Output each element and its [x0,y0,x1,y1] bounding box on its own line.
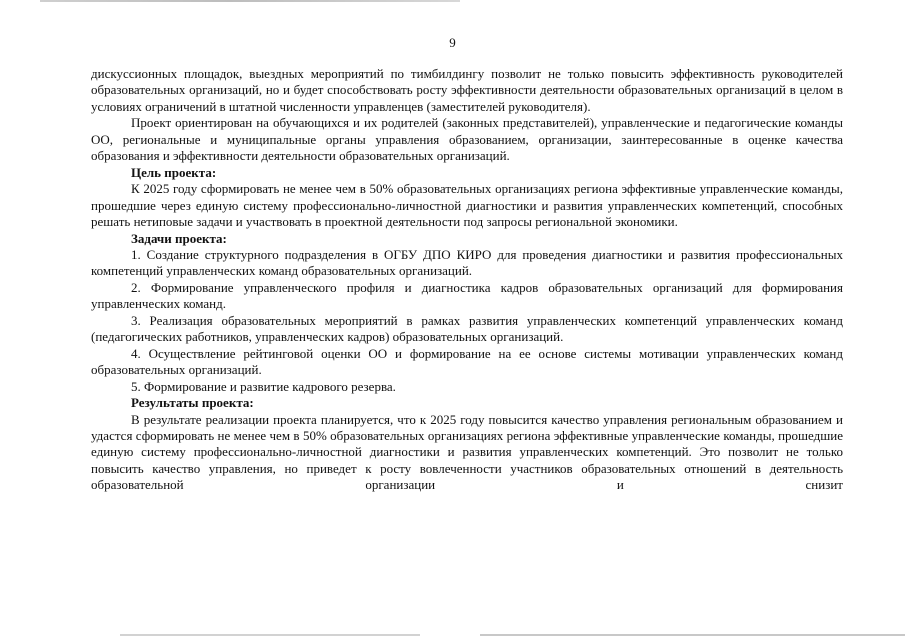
tasks-heading: Задачи проекта: [131,230,227,246]
task-item-1: 1. Создание структурного подразделения в ОГБУ ДПО КИРО для проведения диагностики и развития профессиональных компетенций управленческих команд образовательных организаций. [91,246,843,279]
results-text: В результате реализации проекта планируется, что к 2025 году повысится качество управления региональным образованием и удастся сформировать не менее чем в 50% образовательных организациях региона эффективные управленческие команды, прошедшие единую систему профессионально-личностной диагностики и развития управленческих компетенций. Это позволит не только повысить качество управления, но приведет к росту вовлеченности участников образовательных отношений в деятельность образовательной организации и снизит [91,411,843,493]
paragraph-audience: Проект ориентирован на обучающихся и их родителей (законных представителей), управленческие и педагогические команды ОО, региональные и муниципальные органы управления образованием, организации, заинтересованные в оценке качества образования и эффективности деятельности образовательных организаций. [91,115,843,164]
task-item-4: 4. Осуществление рейтинговой оценки ОО и формирование на ее основе системы мотивации управленческих команд образовательных организаций. [91,345,843,378]
paragraph-intro: дискуссионных площадок, выездных мероприятий по тимбилдингу позволит не только повысить эффективность руководителей образовательных организаций, но и будет способствовать росту эффективности деятельности образовательных организаций в целом в условиях ограничений в штатной численности управленцев (заместителей руководителя). [91,66,843,114]
task-item-3: 3. Реализация образовательных мероприятий в рамках развития управленческих компетенций управленческих команд (педагогических работников, управленческих кадров) образовательных организаций. [91,312,843,345]
goal-heading: Цель проекта: [131,164,217,180]
task-item-2: 2. Формирование управленческого профиля и диагностика кадров образовательных организаций для формирования управленческих команд. [91,279,843,312]
goal-text: К 2025 году сформировать не менее чем в 50% образовательных организациях региона эффективные управленческие команды, прошедшие через единую систему профессионально-личностной диагностики и развития управленческих компетенций, способных решать нетиповые задачи и участвовать в проектной деятельности под запросы региональной экономики. [91,181,843,230]
scan-artifact-bottom [480,634,905,636]
scan-artifact-top [40,0,460,2]
page-number: 9 [449,35,456,50]
document-body [91,66,843,494]
scan-artifact-bottom-left [120,634,420,636]
task-item-5: 5. Формирование и развитие кадрового резерва. [131,378,396,394]
results-heading: Результаты проекта: [131,395,254,411]
